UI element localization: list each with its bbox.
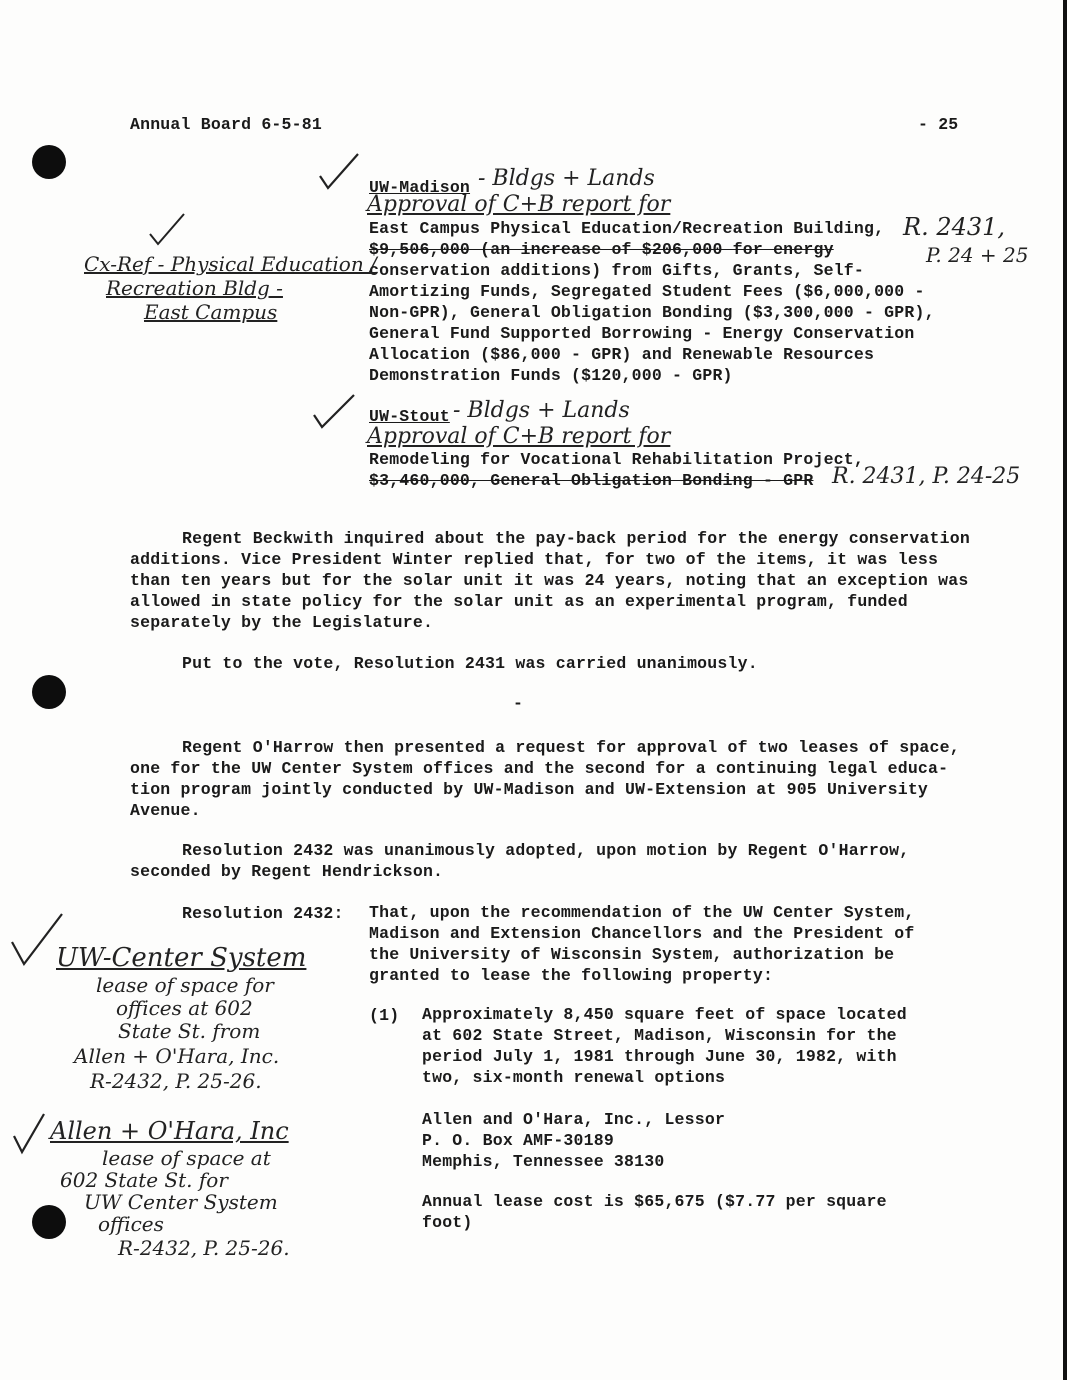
margin-note-line: 602 State St. for [60, 1168, 228, 1192]
item2-annotation-sub: Approval of C+B report for [367, 424, 671, 449]
resolution-item-body [422, 1004, 907, 1088]
paragraph-line: Resolution 2432 was unanimously adopted, upon motion by Regent O'Harrow, [182, 841, 910, 860]
item2-annotation-title: - Bldgs + Lands [453, 398, 630, 423]
item1-line: Demonstration Funds ($120,000 - GPR) [369, 366, 733, 385]
margin-note-line: offices [98, 1212, 164, 1236]
item1-ref-resolution: R. 2431, [903, 213, 1006, 241]
margin-note-line: R-2432, P. 25-26. [118, 1236, 290, 1260]
item2-line: $3,460,000, General Obligation Bonding - GPR [369, 471, 814, 490]
margin-note-line: East Campus [144, 300, 278, 324]
paragraph-line: additions. Vice President Winter replied that, for two of the items, it was less [130, 550, 939, 569]
resolution-item-line: period July 1, 1981 through June 30, 1982, with [422, 1047, 897, 1066]
resolution-item-line: two, six-month renewal options [422, 1068, 726, 1087]
item1-line: $9,506,000 (an increase of $206,000 for energy [369, 240, 834, 259]
paragraph-line: tion program jointly conducted by UW-Madison and UW-Extension at 905 University [130, 780, 929, 799]
margin-note-line: State St. from [118, 1019, 261, 1043]
margin-note-line: lease of space for [96, 973, 274, 997]
lease-cost [422, 1191, 887, 1233]
item1-title: UW-Madison [369, 178, 471, 197]
checkmark-icon [148, 212, 188, 248]
header-left: Annual Board 6-5-81 [130, 115, 322, 134]
lessor-address [422, 1109, 725, 1172]
punch-hole-middle [32, 675, 66, 709]
item1-line: Allocation ($86,000 - GPR) and Renewable Resources [369, 345, 875, 364]
item1-line: Amortizing Funds, Segregated Student Fees ($6,000,000 - [369, 282, 925, 301]
paragraph-adopted [130, 840, 909, 882]
paragraph-vote: Put to the vote, Resolution 2431 was carried unanimously. [182, 654, 758, 673]
margin-note-line: R-2432, P. 25-26. [90, 1069, 262, 1093]
resolution-label: Resolution 2432: [182, 904, 344, 923]
margin-note-line: Allen + O'Hara, Inc. [74, 1044, 280, 1068]
paragraph-line: Avenue. [130, 801, 201, 820]
item1-body [369, 218, 935, 386]
checkmark-icon [318, 152, 362, 192]
item1-line: conservation additions) from Gifts, Grants, Self- [369, 261, 864, 280]
paragraph-line: allowed in state policy for the solar unit as an experimental program, funded [130, 592, 908, 611]
item1-margin-note [84, 253, 377, 323]
resolution-line: granted to lease the following property: [369, 966, 774, 985]
paragraph-line: separately by the Legislature. [130, 613, 434, 632]
margin-note-line: Recreation Bldg - [106, 276, 283, 300]
paragraph-line: seconded by Regent Hendrickson. [130, 862, 444, 881]
resolution-item-number: (1) [369, 1006, 400, 1025]
page-number: - 25 [918, 115, 959, 134]
resolution-item-line: at 602 State Street, Madison, Wisconsin for the [422, 1026, 897, 1045]
punch-hole-top [32, 145, 66, 179]
item1-line: General Fund Supported Borrowing - Energy Conservation [369, 324, 915, 343]
item2-line: Remodeling for Vocational Rehabilitation Project, [369, 450, 864, 469]
resolution-line: Madison and Extension Chancellors and the President of [369, 924, 915, 943]
lessor-line: Memphis, Tennessee 38130 [422, 1152, 665, 1171]
margin-note-center-system [56, 944, 306, 1092]
margin-note-line: UW-Center System [56, 943, 307, 973]
paragraph-beckwith [130, 528, 970, 633]
margin-note-line: Cx-Ref - Physical Education / [84, 252, 377, 276]
lease-cost-line: Annual lease cost is $65,675 ($7.77 per square [422, 1192, 887, 1211]
margin-note-line: lease of space at [102, 1146, 271, 1170]
item1-annotation-title: - Bldgs + Lands [478, 166, 655, 191]
item2-body [369, 449, 864, 491]
margin-note-allen-ohara [50, 1118, 290, 1259]
section-divider: - [513, 694, 524, 713]
lessor-line: Allen and O'Hara, Inc., Lessor [422, 1110, 726, 1129]
resolution-line: the University of Wisconsin System, authorization be [369, 945, 895, 964]
lessor-line: P. O. Box AMF-30189 [422, 1131, 614, 1150]
paragraph-line: Regent Beckwith inquired about the pay-back period for the energy conservation [182, 529, 970, 548]
resolution-line: That, upon the recommendation of the UW Center System, [369, 903, 915, 922]
margin-note-line: Allen + O'Hara, Inc [50, 1117, 289, 1145]
item1-ref-pages: P. 24 + 25 [926, 243, 1029, 267]
margin-note-line: offices at 602 [116, 996, 253, 1020]
item1-line: East Campus Physical Education/Recreation Building, [369, 219, 885, 238]
page-edge [1063, 0, 1067, 1380]
item1-line: Non-GPR), General Obligation Bonding ($3,300,000 - GPR), [369, 303, 935, 322]
margin-note-line: UW Center System [84, 1190, 278, 1214]
item2-title: UW-Stout [369, 407, 450, 426]
paragraph-oharrow [130, 737, 960, 821]
resolution-item-line: Approximately 8,450 square feet of space located [422, 1005, 907, 1024]
paragraph-line: Regent O'Harrow then presented a request for approval of two leases of space, [182, 738, 960, 757]
item1-annotation-sub: Approval of C+B report for [367, 192, 671, 217]
paragraph-line: one for the UW Center System offices and the second for a continuing legal educa- [130, 759, 949, 778]
paragraph-line: than ten years but for the solar unit it was 24 years, noting that an exception was [130, 571, 969, 590]
checkmark-icon [12, 1112, 48, 1156]
checkmark-icon [312, 393, 358, 431]
resolution-body [369, 902, 915, 986]
lease-cost-line: foot) [422, 1213, 473, 1232]
item2-ref: R. 2431, P. 24-25 [832, 464, 1021, 489]
